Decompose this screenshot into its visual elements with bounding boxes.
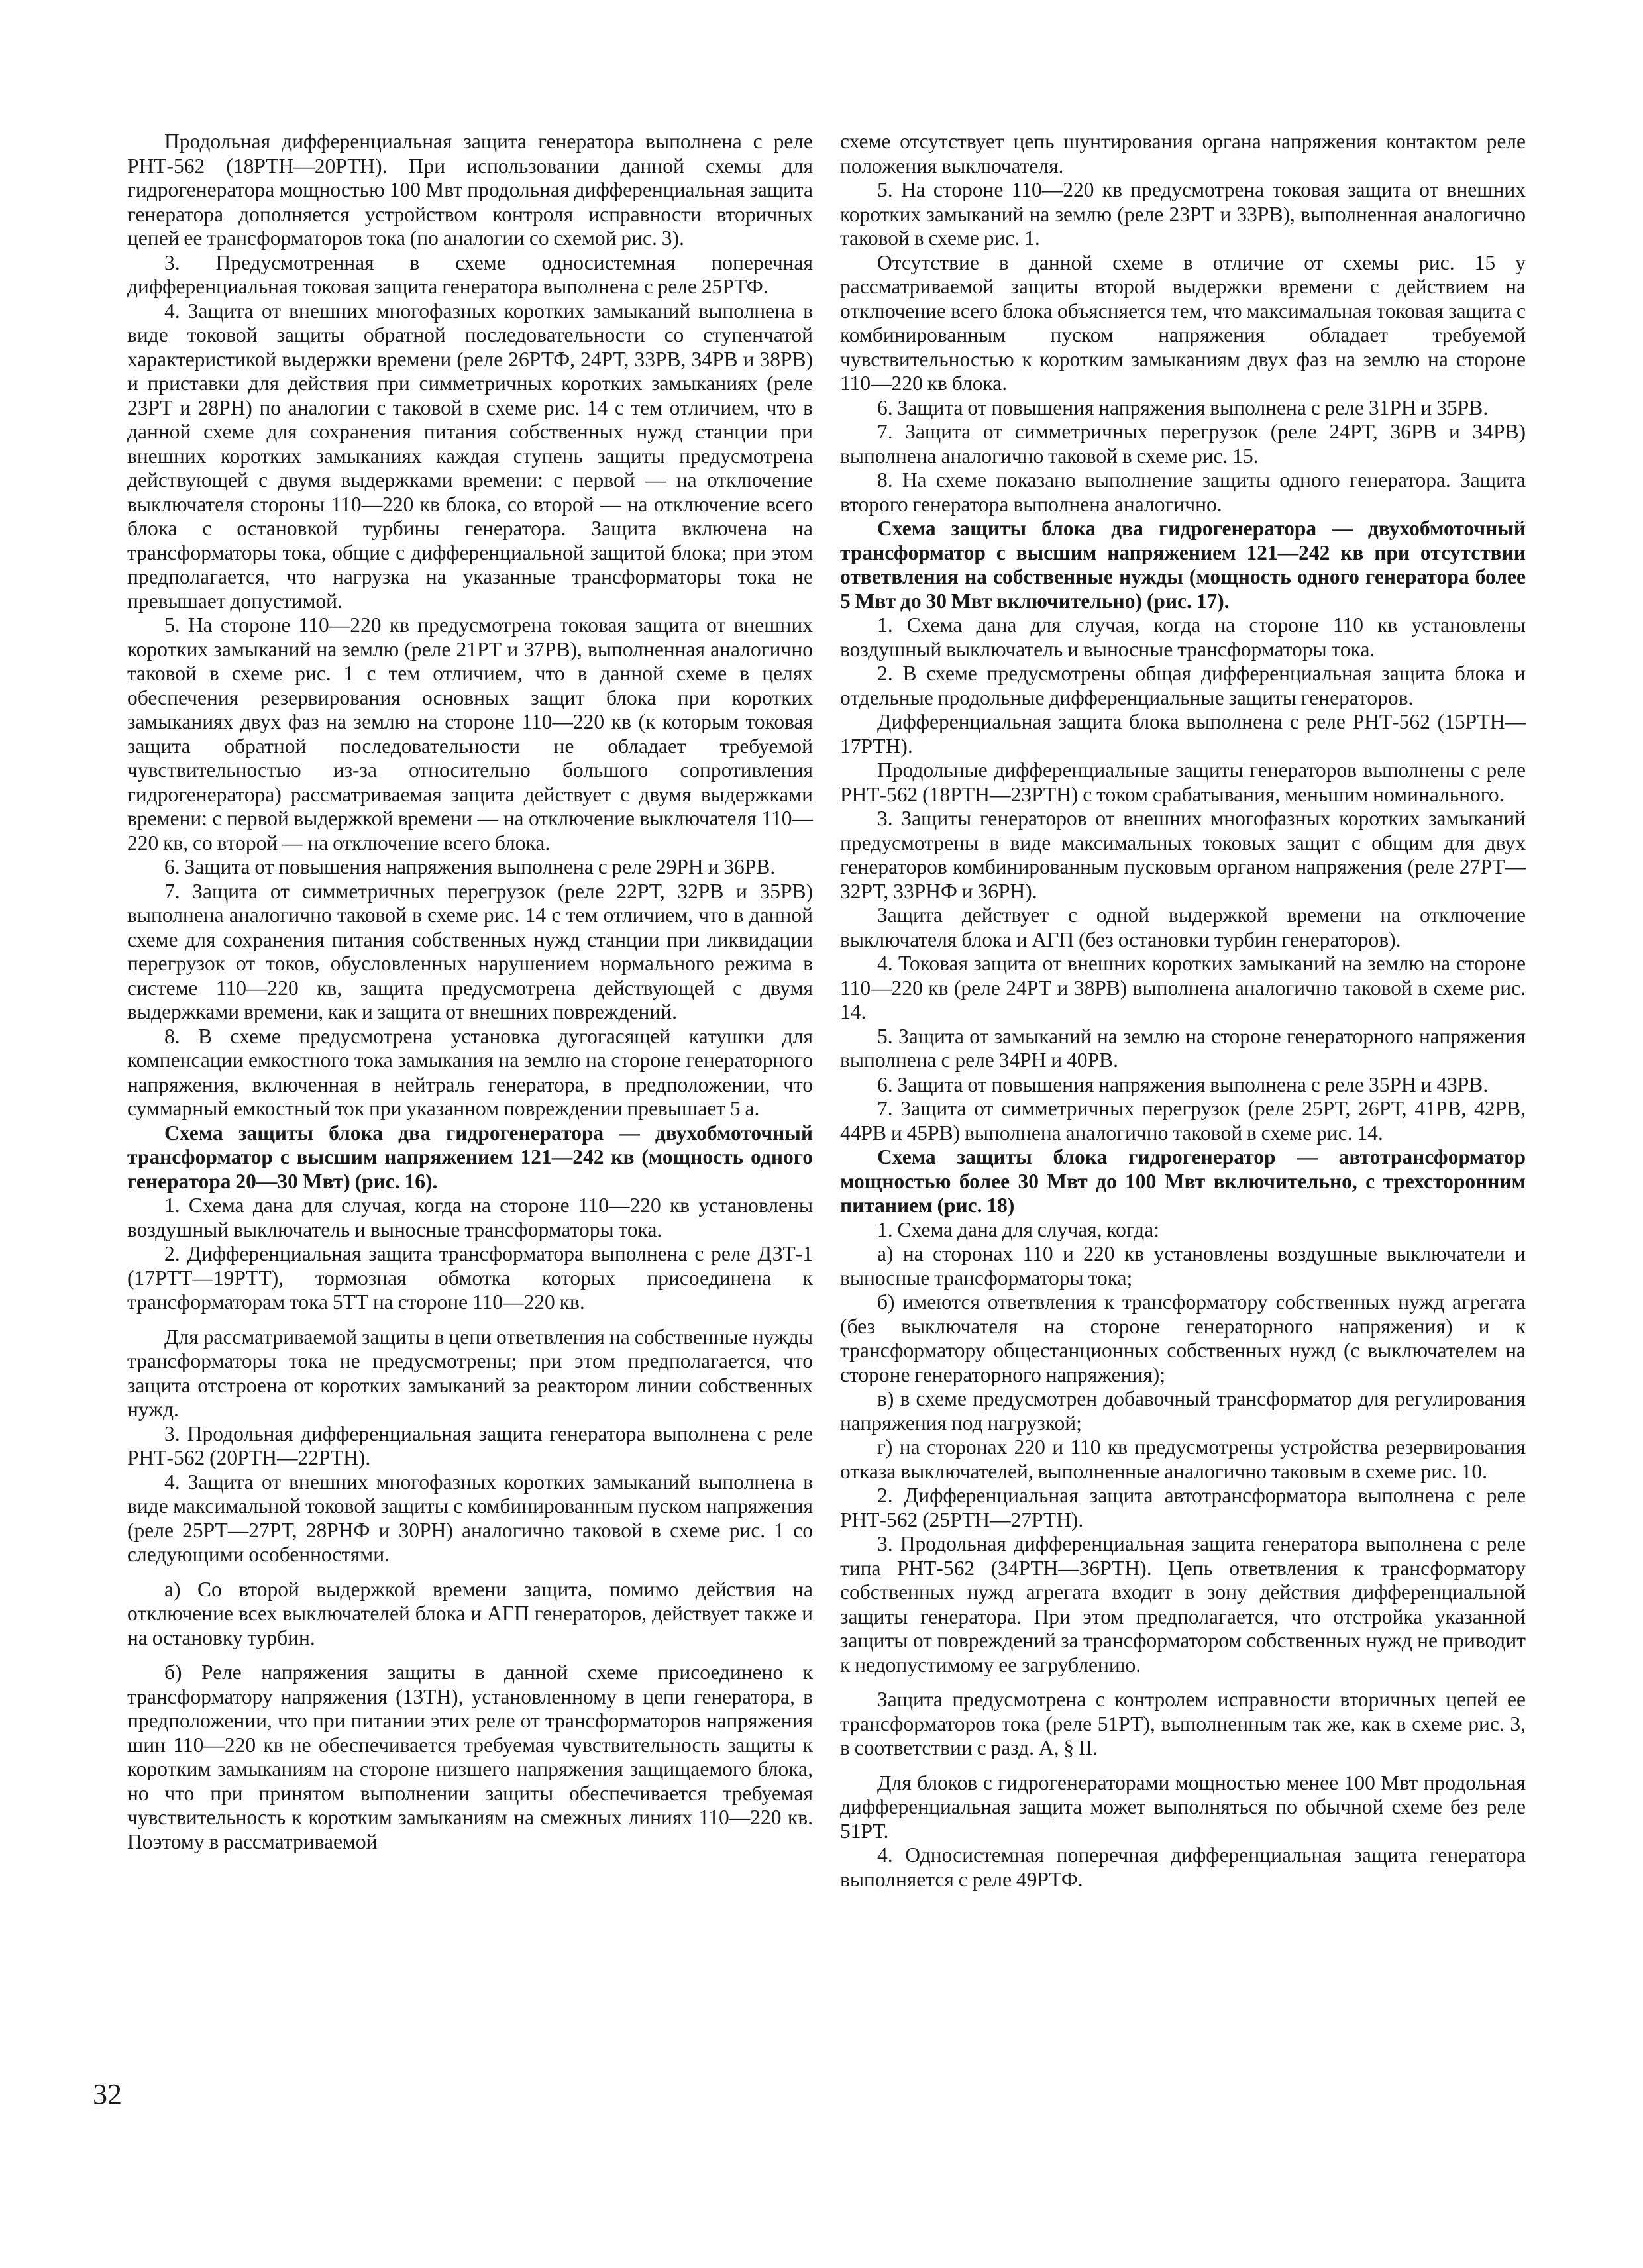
right-paragraph: 3. Продольная дифференциальная защита генератора выполнена с реле типа РНТ-562 (34РТН—36РТН). Цепь ответвления к трансформатору собственных нужд агрегата входит в зону действия дифференциальной защиты генератора. При этом предполагается, что отстройка указанной защиты от повреждений за трансформатором собственных нужд не приводит к недопустимому ее загрублению.: [840, 1532, 1526, 1676]
right-paragraph: 1. Схема дана для случая, когда:: [877, 1217, 1159, 1241]
right-paragraph: 5. На стороне 110—220 кв предусмотрена токовая защита от внешних коротких замыканий на землю (реле 23РТ и 33РВ), выполненная аналогично таковой в схеме рис. 1.: [840, 178, 1526, 250]
right-paragraph: в) в схеме предусмотрен добавочный трансформатор для регулирования напряжения под нагрузкой;: [840, 1387, 1526, 1435]
left-paragraph: Продольная дифференциальная защита генератора выполнена с реле РНТ-562 (18РТН—20РТН). При использовании данной схемы для гидрогенератора мощностью 100 Мвт продольная дифференциальная защита генератора дополняется устройством контроля исправности вторичных цепей ее трансформаторов тока (по аналогии со схемой рис. 3).: [127, 130, 813, 250]
right-paragraph: Дифференциальная защита блока выполнена с реле РНТ-562 (15РТН—17РТН).: [840, 710, 1526, 758]
left-paragraph: 8. В схеме предусмотрена установка дугогасящей катушки для компенсации емкостного тока замыкания на землю на стороне генераторного напряжения, включенная в нейтраль генератора, в предположении, что суммарный емкостный ток при указанном повреждении превышает 5 а.: [127, 1024, 813, 1120]
left-paragraph: 4. Защита от внешних многофазных коротких замыканий выполнена в виде максимальной токовой защиты с комбинированным пуском напряжения (реле 25РТ—27РТ, 28РНФ и 30РН) аналогично таковой в схеме рис. 1 со следующими особенностями.: [127, 1470, 813, 1566]
right-paragraph: 4. Односистемная поперечная дифференциальная защита генератора выполняется с реле 49РТФ.: [840, 1843, 1526, 1891]
right-column: [840, 130, 1526, 1892]
right-paragraph: 1. Схема дана для случая, когда на стороне 110 кв установлены воздушный выключатель и выносные трансформаторы тока.: [840, 613, 1526, 661]
right-paragraph: 2. Дифференциальная защита автотрансформатора выполнена с реле РНТ-562 (25РТН—27РТН).: [840, 1484, 1526, 1531]
right-section-heading: Схема защиты блока гидрогенератор — автотрансформатор мощностью более 30 Мвт до 100 Мвт включительно, с трехсторонним питанием (рис. 18): [840, 1145, 1526, 1217]
right-paragraph: Продольные дифференциальные защиты генераторов выполнены с реле РНТ-562 (18РТН—23РТН) с током срабатывания, меньшим номинального.: [840, 758, 1526, 806]
left-paragraph: 4. Защита от внешних многофазных коротких замыканий выполнена в виде токовой защиты обратной последовательности со ступенчатой характеристикой выдержки времени (реле 26РТФ, 24РТ, 33РВ, 34РВ и 38РВ) и приставки для действия при симметричных коротких замыканиях (реле 23РТ и 28РН) по аналогии с таковой в схеме рис. 14 с тем отличием, что в данной схеме для сохранения питания собственных нужд станции при внешних коротких замыканиях каждая ступень защиты предусмотрена действующей с двумя выдержками времени: с первой — на отключение выключателя стороны 110—220 кв блока, со второй — на отключение всего блока с остановкой турбины генератора. Защита включена на трансформаторы тока, общие с дифференциальной защитой блока; при этом предполагается, что нагрузка на указанные трансформаторы тока не превышает допустимой.: [127, 299, 813, 613]
right-paragraph: 6. Защита от повышения напряжения выполнена с реле 31РН и 35РВ.: [877, 395, 1489, 419]
right-paragraph: Защита действует с одной выдержкой времени на отключение выключателя блока и АГП (без остановки турбин генераторов).: [840, 903, 1526, 951]
left-paragraph: 5. На стороне 110—220 кв предусмотрена токовая защита от внешних коротких замыканий на землю (реле 21РТ и 37РВ), выполненная аналогично таковой в схеме рис. 1 с тем отличием, что в данной схеме в целях обеспечения резервирования основных защит блока при коротких замыканиях двух фаз на землю на стороне 110—220 кв (к которым токовая защита обратной последовательности не обладает требуемой чувствительностью из-за относительно большого сопротивления гидрогенератора) рассматриваемая защита действует с двумя выдержками времени: с первой выдержкой времени — на отключение выключателя 110—220 кв, со второй — на отключение всего блока.: [127, 613, 813, 854]
left-section-heading: Схема защиты блока два гидрогенератора — двухобмоточный трансформатор с высшим напряжением 121—242 кв (мощность одного генератора 20—30 Мвт) (рис. 16).: [127, 1121, 813, 1193]
right-paragraph: 4. Токовая защита от внешних коротких замыканий на землю на стороне 110—220 кв (реле 24РТ и 38РВ) выполнена аналогично таковой в схеме рис. 14.: [840, 952, 1526, 1023]
left-column: [127, 130, 813, 1854]
right-paragraph: 2. В схеме предусмотрены общая дифференциальная защита блока и отдельные продольные дифференциальные защиты генераторов.: [840, 662, 1526, 709]
left-paragraph: б) Реле напряжения защиты в данной схеме присоединено к трансформатору напряжения (13ТН), установленному в цепи генератора, в предположении, что при питании этих реле от трансформаторов напряжения шин 110—220 кв не обеспечивается требуемая чувствительность защиты к коротким замыканиям на стороне низшего напряжения защищаемого блока, но что при принятом выполнении защиты обеспечивается требуемая чувствительность к коротким замыканиям на смежных линиях 110—220 кв. Поэтому в рассматриваемой: [127, 1661, 813, 1853]
right-paragraph: Отсутствие в данной схеме в отличие от схемы рис. 15 у рассматриваемой защиты второй выдержки времени с действием на отключение всего блока объясняется тем, что максимальная токовая защита с комбинированным пуском напряжения обладает требуемой чувствительностью к коротким замыканиям двух фаз на землю на стороне 110—220 кв блока.: [840, 250, 1526, 395]
page-number: 32: [93, 2078, 122, 2110]
right-paragraph: г) на сторонах 220 и 110 кв предусмотрены устройства резервирования отказа выключателей, выполненные аналогично таковым в схеме рис. 10.: [840, 1435, 1526, 1483]
right-paragraph: Защита предусмотрена с контролем исправности вторичных цепей ее трансформаторов тока (реле 51РТ), выполненным так же, как в схеме рис. 3, в соответствии с разд. А, § II.: [840, 1688, 1526, 1759]
right-paragraph: 5. Защита от замыканий на землю на стороне генераторного напряжения выполнена с реле 34РН и 40РВ.: [840, 1024, 1526, 1072]
left-paragraph: 6. Защита от повышения напряжения выполнена с реле 29РН и 36РВ.: [164, 855, 776, 878]
right-paragraph: б) имеются ответвления к трансформатору собственных нужд агрегата (без выключателя на стороне генераторного напряжения) и к трансформатору общестанционных собственных нужд (с выключателем на стороне генераторного напряжения);: [840, 1290, 1526, 1386]
left-paragraph: 3. Продольная дифференциальная защита генератора выполнена с реле РНТ-562 (20РТН—22РТН).: [127, 1421, 813, 1469]
left-paragraph: Для рассматриваемой защиты в цепи ответвления на собственные нужды трансформаторы тока не предусмотрены; при этом предполагается, что защита отстроена от коротких замыканий за реактором линии собственных нужд.: [127, 1325, 813, 1421]
right-paragraph: 3. Защиты генераторов от внешних многофазных коротких замыканий предусмотрены в виде максимальных токовых защит с общим для двух генераторов комбинированным пусковым органом напряжения (реле 27РТ—32РТ, 33РНФ и 36РН).: [840, 807, 1526, 903]
right-paragraph: Для блоков с гидрогенераторами мощностью менее 100 Мвт продольная дифференциальная защита может выполняться по обычной схеме без реле 51РТ.: [840, 1771, 1526, 1843]
left-paragraph: 7. Защита от симметричных перегрузок (реле 22РТ, 32РВ и 35РВ) выполнена аналогично таковой в схеме рис. 14 с тем отличием, что в данной схеме для сохранения питания собственных нужд станции при ликвидации перегрузок от токов, обусловленных нарушением нормального режима в системе 110—220 кв, защита предусмотрена действующей с двумя выдержками времени, как и защита от внешних повреждений.: [127, 879, 813, 1023]
right-paragraph: 7. Защита от симметричных перегрузок (реле 25РТ, 26РТ, 41РВ, 42РВ, 44РВ и 45РВ) выполнена аналогично таковой в схеме рис. 14.: [840, 1097, 1526, 1145]
right-paragraph: схеме отсутствует цепь шунтирования органа напряжения контактом реле положения выключателя.: [840, 130, 1526, 178]
left-paragraph: 2. Дифференциальная защита трансформатора выполнена с реле ДЗТ-1 (17РТТ—19РТТ), тормозная обмотка которых присоединена к трансформаторам тока 5ТТ на стороне 110—220 кв.: [127, 1242, 813, 1314]
right-paragraph: 7. Защита от симметричных перегрузок (реле 24РТ, 36РВ и 34РВ) выполнена аналогично таковой в схеме рис. 15.: [840, 420, 1526, 468]
right-paragraph: 8. На схеме показано выполнение защиты одного генератора. Защита второго генератора выполнена аналогично.: [840, 468, 1526, 516]
left-paragraph: а) Со второй выдержкой времени защита, помимо действия на отключение всех выключателей блока и АГП генераторов, действует также и на остановку турбин.: [127, 1577, 813, 1649]
left-paragraph: 3. Предусмотренная в схеме односистемная поперечная дифференциальная токовая защита генератора выполнена с реле 25РТФ.: [127, 250, 813, 298]
right-paragraph: 6. Защита от повышения напряжения выполнена с реле 35РН и 43РВ.: [877, 1072, 1489, 1096]
right-paragraph: а) на сторонах 110 и 220 кв установлены воздушные выключатели и выносные трансформаторы тока;: [840, 1242, 1526, 1290]
left-paragraph: 1. Схема дана для случая, когда на стороне 110—220 кв установлены воздушный выключатель и выносные трансформаторы тока.: [127, 1194, 813, 1241]
right-section-heading: Схема защиты блока два гидрогенератора — двухобмоточный трансформатор с высшим напряжением 121—242 кв при отсутствии ответвления на собственные нужды (мощность одного генератора более 5 Мвт до 30 Мвт включительно) (рис. 17).: [840, 517, 1526, 613]
